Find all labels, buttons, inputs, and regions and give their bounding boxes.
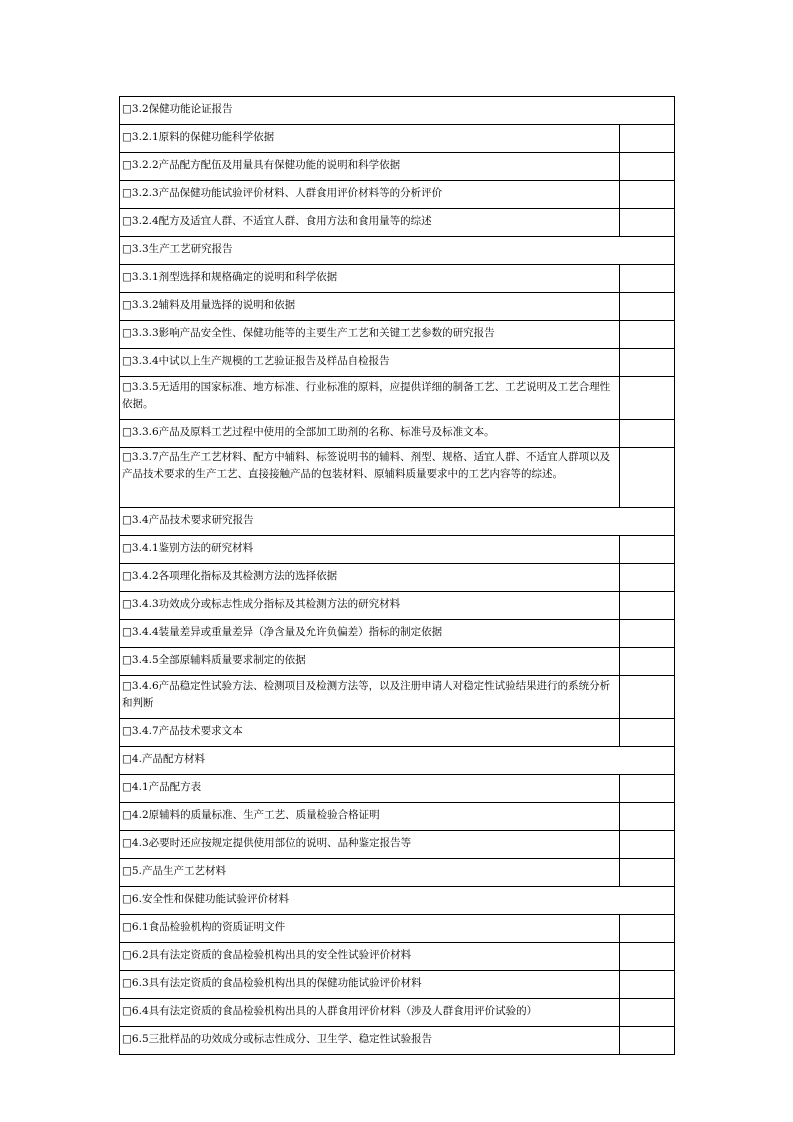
checklist-row (120, 719, 675, 747)
checklist-row (120, 999, 675, 1027)
section-row (120, 237, 675, 265)
check-cell[interactable] (620, 831, 675, 859)
checklist-row (120, 620, 675, 648)
checklist-item-label[interactable]: □3.4.5全部原辅料质量要求制定的依据 (120, 648, 620, 676)
check-cell[interactable] (620, 125, 675, 153)
check-cell[interactable] (620, 209, 675, 237)
checklist-row (120, 293, 675, 321)
checklist-item-label[interactable]: □3.2.4配方及适宜人群、不适宜人群、食用方法和食用量等的综述 (120, 209, 620, 237)
checklist-row (120, 859, 675, 887)
checklist-item-label[interactable]: □3.3.7产品生产工艺材料、配方中辅料、标签说明书的辅料、剂型、规格、适宜人群、不适宜人群项以及产品技术要求的生产工艺、直接接触产品的包装材料、原辅料质量要求中的工艺内容等的综述。 (120, 448, 620, 508)
check-cell[interactable] (620, 1027, 675, 1055)
check-cell[interactable] (620, 448, 675, 508)
checklist-item-label[interactable]: □4.2原辅料的质量标准、生产工艺、质量检验合格证明 (120, 803, 620, 831)
check-cell[interactable] (620, 564, 675, 592)
checklist-item-label[interactable]: □3.4.2各项理化指标及其检测方法的选择依据 (120, 564, 620, 592)
checklist-item-label[interactable]: □3.3.2辅料及用量选择的说明和依据 (120, 293, 620, 321)
check-cell[interactable] (620, 915, 675, 943)
checklist-item-label[interactable]: □3.3.4中试以上生产规模的工艺验证报告及样品自检报告 (120, 349, 620, 377)
checklist-row (120, 943, 675, 971)
check-cell[interactable] (620, 676, 675, 719)
check-cell[interactable] (620, 153, 675, 181)
check-cell[interactable] (620, 349, 675, 377)
check-cell[interactable] (620, 420, 675, 448)
check-cell[interactable] (620, 803, 675, 831)
checklist-row (120, 265, 675, 293)
checklist-item-label[interactable]: □6.3具有法定资质的食品检验机构出具的保健功能试验评价材料 (120, 971, 620, 999)
checklist-row (120, 209, 675, 237)
section-heading[interactable]: □4.产品配方材料 (120, 747, 675, 775)
checklist-row (120, 321, 675, 349)
section-row (120, 887, 675, 915)
section-row (120, 747, 675, 775)
check-cell[interactable] (620, 648, 675, 676)
checklist-row (120, 831, 675, 859)
check-cell[interactable] (620, 943, 675, 971)
checklist-row (120, 564, 675, 592)
section-heading[interactable]: □6.安全性和保健功能试验评价材料 (120, 887, 675, 915)
check-cell[interactable] (620, 719, 675, 747)
checklist-row (120, 536, 675, 564)
checklist-item-label[interactable]: □4.1产品配方表 (120, 775, 620, 803)
section-heading[interactable]: □3.3生产工艺研究报告 (120, 237, 675, 265)
checklist-row (120, 377, 675, 420)
checklist-item-label[interactable]: □3.3.1剂型选择和规格确定的说明和科学依据 (120, 265, 620, 293)
check-cell[interactable] (620, 999, 675, 1027)
section-row (120, 97, 675, 125)
checklist-item-label[interactable]: □6.2具有法定资质的食品检验机构出具的安全性试验评价材料 (120, 943, 620, 971)
checklist-row (120, 181, 675, 209)
check-cell[interactable] (620, 181, 675, 209)
checklist-item-label[interactable]: □6.4具有法定资质的食品检验机构出具的人群食用评价材料（涉及人群食用评价试验的） (120, 999, 620, 1027)
check-cell[interactable] (620, 293, 675, 321)
check-cell[interactable] (620, 775, 675, 803)
checklist-row (120, 448, 675, 508)
checklist-item-label[interactable]: □3.2.3产品保健功能试验评价材料、人群食用评价材料等的分析评价 (120, 181, 620, 209)
checklist-page (119, 96, 674, 1055)
checklist-row (120, 775, 675, 803)
check-cell[interactable] (620, 265, 675, 293)
checklist-row (120, 349, 675, 377)
checklist-row (120, 153, 675, 181)
check-cell[interactable] (620, 620, 675, 648)
checklist-row (120, 592, 675, 620)
checklist-item-label[interactable]: □3.3.6产品及原料工艺过程中使用的全部加工助剂的名称、标准号及标准文本。 (120, 420, 620, 448)
checklist-row (120, 803, 675, 831)
checklist-item-label[interactable]: □6.1食品检验机构的资质证明文件 (120, 915, 620, 943)
checklist-item-label[interactable]: □3.3.3影响产品安全性、保健功能等的主要生产工艺和关键工艺参数的研究报告 (120, 321, 620, 349)
checklist-item-label[interactable]: □3.4.1鉴别方法的研究材料 (120, 536, 620, 564)
check-cell[interactable] (620, 536, 675, 564)
checklist-item-label[interactable]: □4.3必要时还应按规定提供使用部位的说明、品种鉴定报告等 (120, 831, 620, 859)
checklist-item-label[interactable]: □5.产品生产工艺材料 (120, 859, 620, 887)
checklist-table (119, 96, 675, 1055)
checklist-row (120, 915, 675, 943)
section-heading[interactable]: □3.2保健功能论证报告 (120, 97, 675, 125)
checklist-item-label[interactable]: □3.3.5无适用的国家标准、地方标准、行业标准的原料，应提供详细的制备工艺、工艺说明及工艺合理性依据。 (120, 377, 620, 420)
checklist-row (120, 125, 675, 153)
checklist-row (120, 1027, 675, 1055)
checklist-item-label[interactable]: □3.4.4装量差异或重量差异（净含量及允许负偏差）指标的制定依据 (120, 620, 620, 648)
checklist-item-label[interactable]: □3.2.1原料的保健功能科学依据 (120, 125, 620, 153)
section-row (120, 508, 675, 536)
checklist-row (120, 648, 675, 676)
checklist-item-label[interactable]: □3.4.3功效成分或标志性成分指标及其检测方法的研究材料 (120, 592, 620, 620)
section-heading[interactable]: □3.4产品技术要求研究报告 (120, 508, 675, 536)
checklist-row (120, 420, 675, 448)
checklist-item-label[interactable]: □3.4.6产品稳定性试验方法、检测项目及检测方法等，以及注册申请人对稳定性试验结果进行的系统分析和判断 (120, 676, 620, 719)
check-cell[interactable] (620, 377, 675, 420)
checklist-body (120, 97, 675, 1055)
check-cell[interactable] (620, 971, 675, 999)
checklist-row (120, 676, 675, 719)
check-cell[interactable] (620, 859, 675, 887)
checklist-row (120, 971, 675, 999)
checklist-item-label[interactable]: □6.5三批样品的功效成分或标志性成分、卫生学、稳定性试验报告 (120, 1027, 620, 1055)
check-cell[interactable] (620, 321, 675, 349)
checklist-item-label[interactable]: □3.4.7产品技术要求文本 (120, 719, 620, 747)
checklist-item-label[interactable]: □3.2.2产品配方配伍及用量具有保健功能的说明和科学依据 (120, 153, 620, 181)
check-cell[interactable] (620, 592, 675, 620)
